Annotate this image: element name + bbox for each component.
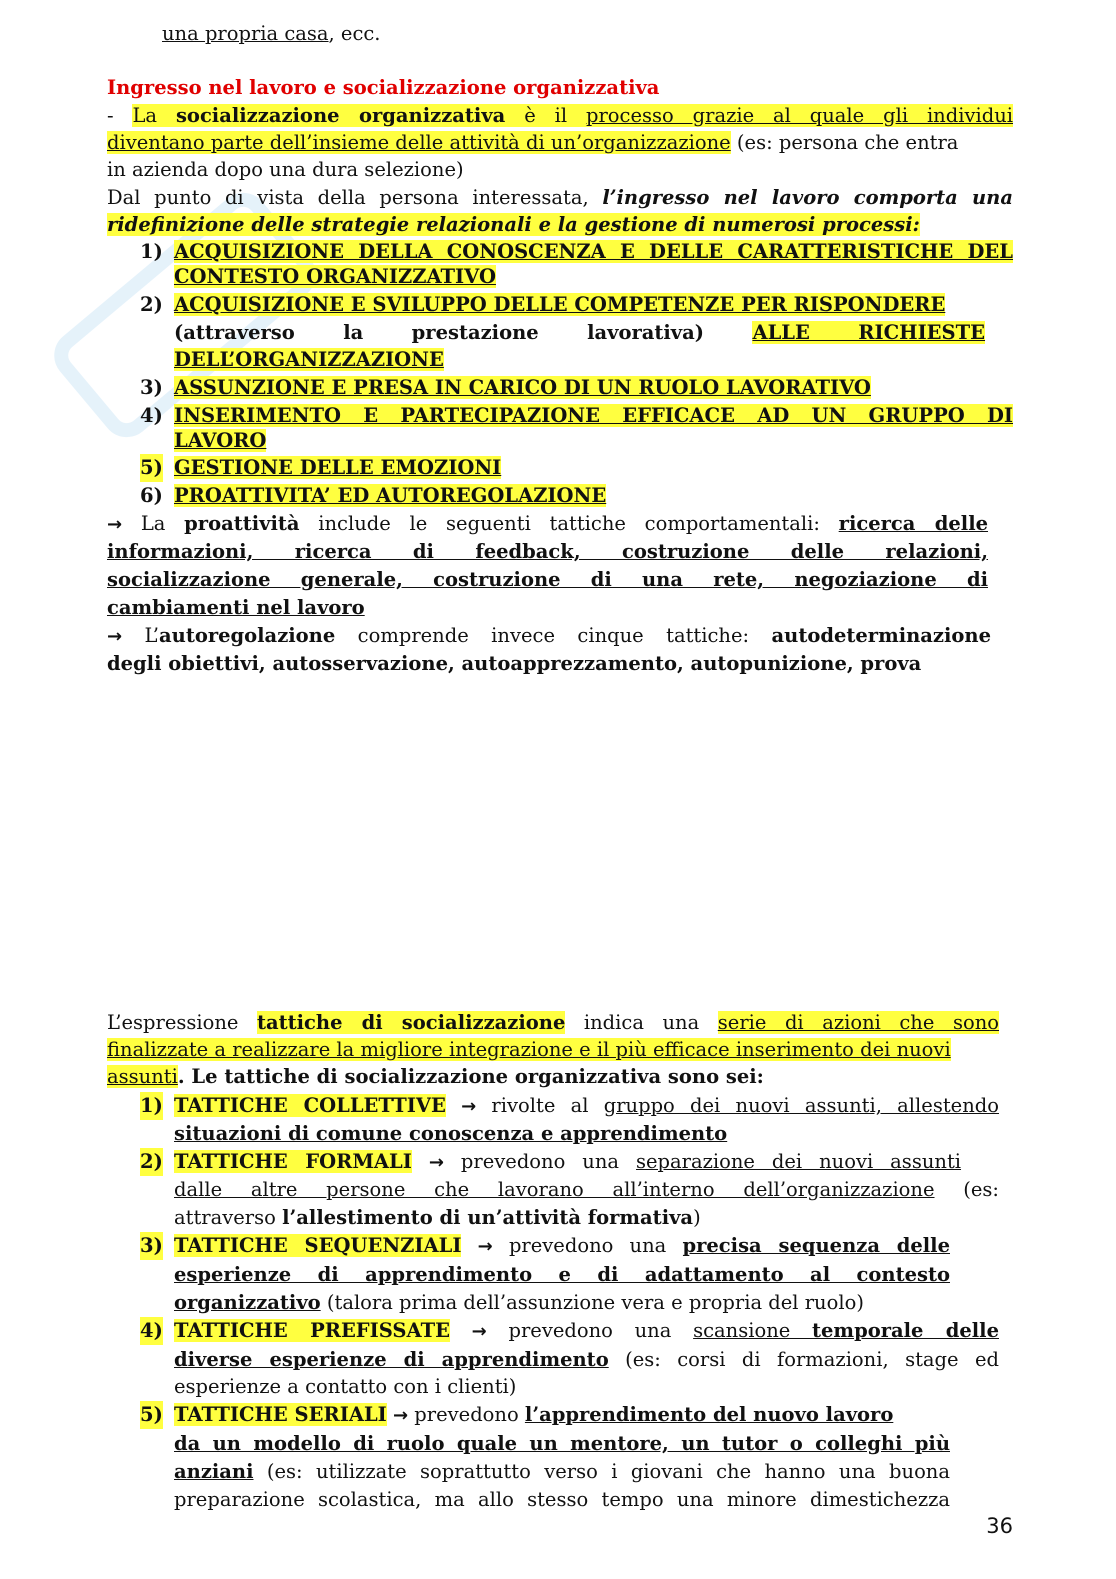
- section-title: Ingresso nel lavoro e socializzazione organizzativa: [107, 76, 660, 99]
- list-item: ACQUISIZIONE DELLA CONOSCENZA E DELLE CARATTERISTICHE DEL: [174, 240, 1013, 263]
- tactics-intro-line-3: assunti. Le tattiche di socializzazione organizzativa sono sei:: [107, 1065, 764, 1088]
- tactic-formal: TATTICHE FORMALI → prevedono una separazione dei nuovi assunti: [174, 1150, 962, 1173]
- list-item-cont: LAVORO: [174, 429, 267, 452]
- definition-line-2: diventano parte dell’insieme delle attività di un’organizzazione (es: persona che entra: [107, 131, 959, 154]
- page-number: 36: [986, 1514, 1013, 1538]
- proactivity-line-3: socializzazione generale, costruzione di una rete, negoziazione di: [107, 568, 988, 591]
- document-page: una propria casa, ecc. Ingresso nel lavoro e socializzazione organizzativa - La socializzazione organizzativa è il processo grazie al quale gli individui diventano parte dell’insieme delle attività di un’organizzazione (es: persona che entra in azienda dopo una dura selezione) Dal punto di vista della persona interessata, l’ingresso nel lavoro comporta una ridefinizione delle strategie relazionali e la gestione di numerosi processi: 1) ACQUISIZIONE DELLA CONOSCENZA E DELLE CARATTERISTICHE DEL CONTESTO ORGANIZZATIVO 2) ACQUISIZIONE E SVILUPPO DELLE COMPETENZE PER RISPONDERE (attraverso la prestazione lavorativa) ALLE RICHIESTE DELL’ORGANIZZAZIONE 3) ASSUNZIONE E PRESA IN CARICO DI UN RUOLO LAVORATIVO 4) INSERIMENTO E PARTECIPAZIONE EFFICACE AD UN GRUPPO DI LAVORO 5) GESTIONE DELLE EMOZIONI 6) PROATTIVITA’ ED AUTOREGOLAZIONE → La proattività include le seguenti tattiche comportamentali: ricerca delle informazioni, ricerca di feedback, costruzione delle relazioni, socializzazione generale, costruzione di una rete, negoziazione di cambiamenti nel lavoro → L’autoregolazione comprende invece cinque tattiche: autodeterminazione degli obiettivi, autosservazione, autoapprezzamento, autopunizione, prova L’espressione tattiche di socializzazione indica una serie di azioni che sono finalizzate a realizzare la migliore integrazione e il più efficace inserimento dei nuovi assunti. Le tattiche di socializzazione organizzativa sono sei: 1) TATTICHE COLLETTIVE → rivolte al gruppo dei nuovi assunti, allestendo situazioni di comune conoscenza e apprendimento 2) TATTICHE FORMALI → prevedono una separazione dei nuovi assunti dalle altre persone che lavorano all’interno dell’organizzazione (es: attraverso l’allestimento di un’attività formativa) 3) TATTICHE SEQUENZIALI → prevedono una precisa sequenza delle esperienze di apprendimento e di adattamento al contesto organizzativo (talora prima dell’assunzione vera e propria del ruolo) 4) TATTICHE PREFISSATE → prevedono una scansione temporale delle diverse esperienze di apprendimento (es: corsi di formazioni, stage ed esperienze a contatto con i clienti) 5) TATTICHE SERIALI → prevedono l’apprendimento del nuovo lavoro da un modello di ruolo quale un mentore, un tutor o colleghi più anziani (es: utilizzate soprattutto verso i giovani che hanno una buona preparazione scolastica, ma allo stesso tempo una minore dimestichezza 36: [0, 0, 1116, 1579]
- proactivity-line-1: → La proattività include le seguenti tattiche comportamentali: ricerca delle: [107, 512, 989, 535]
- list-item-cont: DELL’ORGANIZZAZIONE: [174, 348, 444, 371]
- tactic-serial-cont: da un modello di ruolo quale un mentore, un tutor o colleghi più: [174, 1432, 950, 1455]
- context-line-1: Dal punto di vista della persona interessata, l’ingresso nel lavoro comporta una: [107, 186, 1013, 209]
- tactic-prefixed-cont: esperienze a contatto con i clienti): [174, 1375, 517, 1398]
- tactics-intro-line-1: L’espressione tattiche di socializzazione indica una serie di azioni che sono: [107, 1011, 999, 1034]
- proactivity-line-2: informazioni, ricerca di feedback, costruzione delle relazioni,: [107, 540, 988, 563]
- tactic-serial-cont: preparazione scolastica, ma allo stesso tempo una minore dimestichezza: [174, 1488, 950, 1511]
- arrow-right-icon: →: [461, 1096, 477, 1117]
- arrow-right-icon: →: [393, 1405, 409, 1426]
- definition-line-3: in azienda dopo una dura selezione): [107, 158, 464, 181]
- intro-tail: una propria casa, ecc.: [162, 22, 381, 45]
- tactic-prefixed: TATTICHE PREFISSATE → prevedono una scansione temporale delle: [174, 1319, 999, 1342]
- list-item: INSERIMENTO E PARTECIPAZIONE EFFICACE AD UN GRUPPO DI: [174, 404, 1013, 427]
- tactics-intro-line-2: finalizzate a realizzare la migliore integrazione e il più efficace inserimento dei nuovi: [107, 1038, 951, 1061]
- list-item: ACQUISIZIONE E SVILUPPO DELLE COMPETENZE PER RISPONDERE: [174, 293, 946, 316]
- tactic-prefixed-cont: diverse esperienze di apprendimento (es: corsi di formazioni, stage ed: [174, 1348, 999, 1371]
- tactic-sequential: TATTICHE SEQUENZIALI → prevedono una precisa sequenza delle: [174, 1234, 950, 1257]
- list-item-cont: (attraverso la prestazione lavorativa) ALLE RICHIESTE: [174, 321, 986, 344]
- arrow-right-icon: →: [107, 514, 123, 535]
- arrow-right-icon: →: [107, 626, 123, 647]
- tactic-formal-cont: attraverso l’allestimento di un’attività formativa): [174, 1206, 701, 1229]
- tactic-formal-cont: dalle altre persone che lavorano all’interno dell’organizzazione (es:: [174, 1178, 999, 1201]
- tactic-sequential-cont: organizzativo (talora prima dell’assunzione vera e propria del ruolo): [174, 1291, 864, 1314]
- arrow-right-icon: →: [428, 1152, 444, 1173]
- arrow-right-icon: →: [477, 1236, 493, 1257]
- list-item: PROATTIVITA’ ED AUTOREGOLAZIONE: [174, 484, 607, 507]
- arrow-right-icon: →: [471, 1321, 487, 1342]
- tactic-collective-cont: situazioni di comune conoscenza e apprendimento: [174, 1122, 728, 1145]
- list-item: GESTIONE DELLE EMOZIONI: [174, 456, 502, 479]
- selfreg-line-1: → L’autoregolazione comprende invece cinque tattiche: autodeterminazione: [107, 624, 991, 647]
- proactivity-line-4: cambiamenti nel lavoro: [107, 596, 365, 619]
- tactic-serial-cont: anziani (es: utilizzate soprattutto verso i giovani che hanno una buona: [174, 1460, 950, 1483]
- tactic-serial: TATTICHE SERIALI → prevedono l’apprendimento del nuovo lavoro: [174, 1403, 894, 1426]
- tactic-sequential-cont: esperienze di apprendimento e di adattamento al contesto: [174, 1263, 950, 1286]
- list-item: ASSUNZIONE E PRESA IN CARICO DI UN RUOLO LAVORATIVO: [174, 376, 871, 399]
- list-item-cont: CONTESTO ORGANIZZATIVO: [174, 265, 496, 288]
- tactic-collective: TATTICHE COLLETTIVE → rivolte al gruppo dei nuovi assunti, allestendo: [174, 1094, 999, 1117]
- definition-line-1: - La socializzazione organizzativa è il processo grazie al quale gli individui: [107, 104, 1013, 127]
- selfreg-line-2: degli obiettivi, autosservazione, autoapprezzamento, autopunizione, prova: [107, 652, 922, 675]
- context-line-2: ridefinizione delle strategie relazionali e la gestione di numerosi processi:: [107, 213, 920, 236]
